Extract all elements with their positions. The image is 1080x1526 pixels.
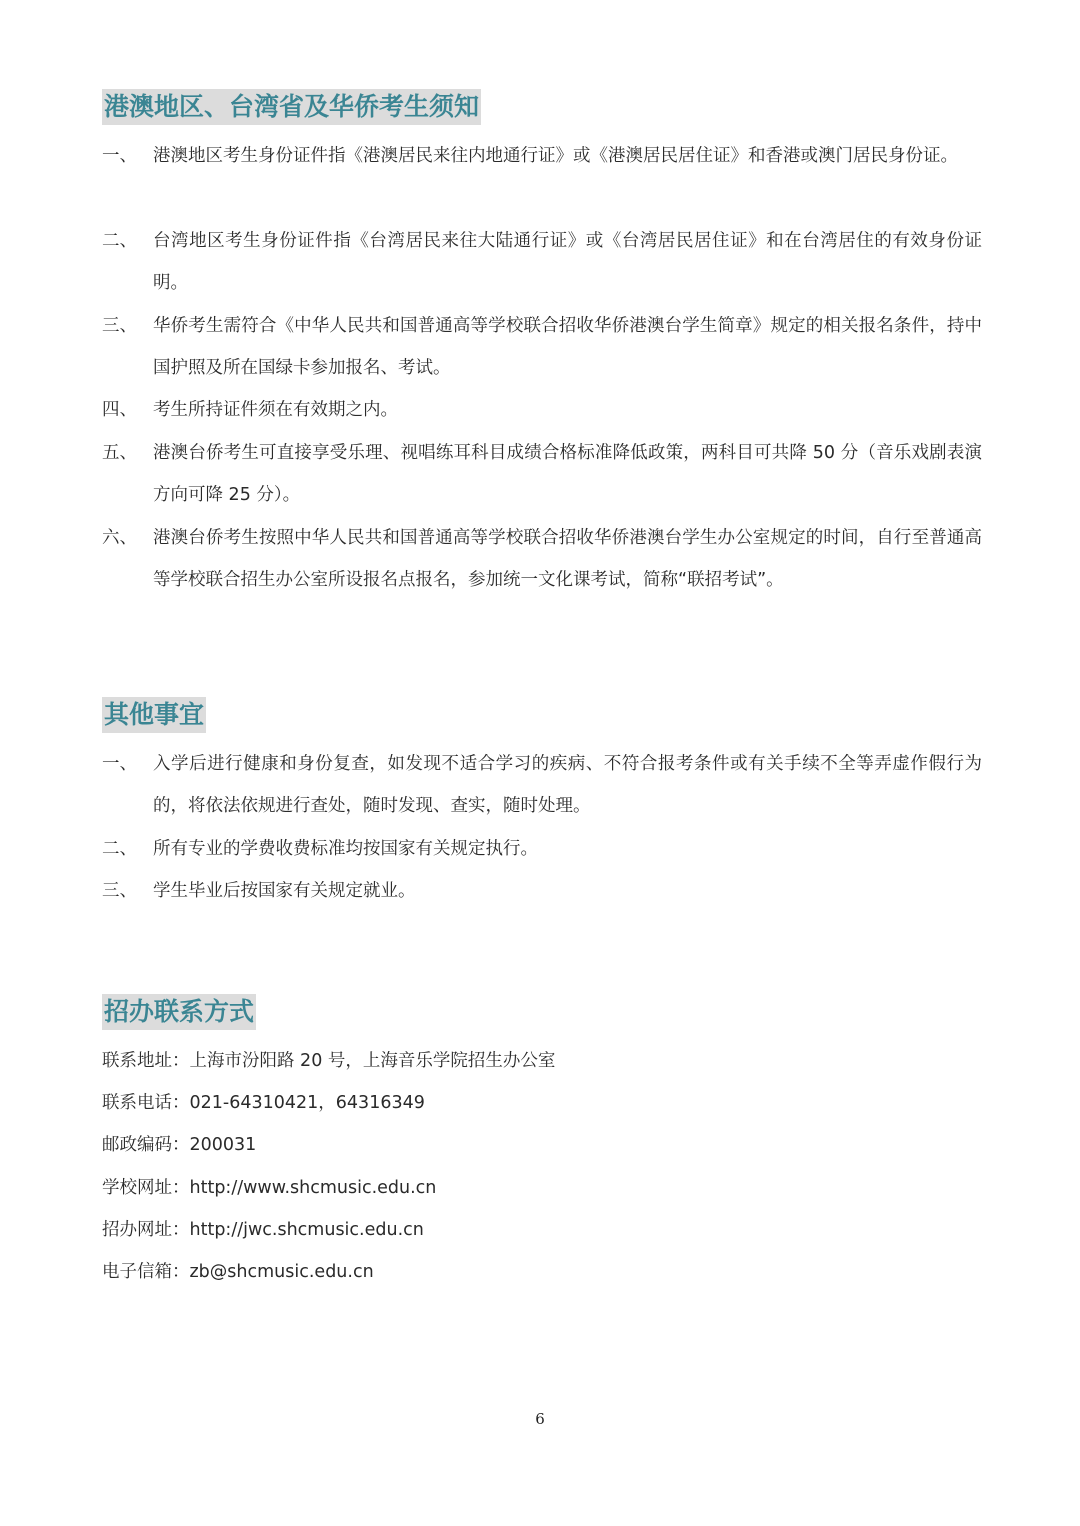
list-item <box>102 743 982 827</box>
list-item <box>102 305 982 389</box>
contact-label: 学校网址： <box>102 1178 190 1198</box>
item-text: 港澳地区考生身份证件指《港澳居民来往内地通行证》或《港澳居民居住证》和香港或澳门居民身份证。 <box>153 146 958 166</box>
contact-admissions-website <box>102 1209 424 1251</box>
item-number: 二、 <box>102 839 137 859</box>
item-number: 二、 <box>102 231 137 251</box>
list-item <box>102 432 982 516</box>
item-number: 六、 <box>102 528 137 548</box>
contact-label: 邮政编码： <box>102 1135 190 1155</box>
section-heading-contact: 招办联系方式 <box>102 994 256 1030</box>
contact-label: 招办网址： <box>102 1220 190 1240</box>
contact-address <box>102 1040 555 1082</box>
item-number: 五、 <box>102 443 137 463</box>
contact-value: 上海市汾阳路 20 号，上海音乐学院招生办公室 <box>189 1051 556 1071</box>
contact-value: 200031 <box>189 1135 257 1155</box>
contact-postcode <box>102 1124 256 1166</box>
contact-label: 联系地址： <box>102 1051 190 1071</box>
item-text: 港澳台侨考生可直接享受乐理、视唱练耳科目成绩合格标准降低政策，两科目可共降 50 分（音乐戏剧表演方向可降 25 分）。 <box>153 443 982 505</box>
contact-email <box>102 1251 374 1293</box>
contact-label: 联系电话： <box>102 1093 190 1113</box>
school-website-link[interactable]: http://www.shcmusic.edu.cn <box>189 1178 437 1198</box>
item-number: 一、 <box>102 754 137 774</box>
list-item <box>102 220 982 304</box>
contact-school-website <box>102 1167 436 1209</box>
item-text: 华侨考生需符合《中华人民共和国普通高等学校联合招收华侨港澳台学生简章》规定的相关报名条件，持中国护照及所在国绿卡参加报名、考试。 <box>153 316 982 378</box>
item-text: 入学后进行健康和身份复查，如发现不适合学习的疾病、不符合报考条件或有关手续不全等弄虚作假行为的，将依法依规进行查处，随时发现、查实，随时处理。 <box>153 754 982 816</box>
section-heading-hkmt: 港澳地区、台湾省及华侨考生须知 <box>102 89 481 125</box>
admissions-website-link[interactable]: http://jwc.shcmusic.edu.cn <box>189 1220 424 1240</box>
list-item <box>102 828 982 870</box>
page-number: 6 <box>535 1410 545 1428</box>
list-item <box>102 389 982 431</box>
list-item <box>102 870 982 912</box>
email-link[interactable]: zb@shcmusic.edu.cn <box>189 1262 374 1282</box>
contact-label: 电子信箱： <box>102 1262 190 1282</box>
item-text: 考生所持证件须在有效期之内。 <box>153 400 398 420</box>
contact-value: 021-64310421，64316349 <box>189 1093 425 1113</box>
item-number: 三、 <box>102 316 137 336</box>
item-number: 四、 <box>102 400 137 420</box>
item-text: 所有专业的学费收费标准均按国家有关规定执行。 <box>153 839 538 859</box>
item-text: 台湾地区考生身份证件指《台湾居民来往大陆通行证》或《台湾居民居住证》和在台湾居住的有效身份证明。 <box>153 231 982 293</box>
list-item <box>102 517 982 601</box>
section-heading-other: 其他事宜 <box>102 697 206 733</box>
item-number: 三、 <box>102 881 137 901</box>
item-number: 一、 <box>102 146 137 166</box>
list-item <box>102 135 982 177</box>
item-text: 学生毕业后按国家有关规定就业。 <box>153 881 416 901</box>
item-text: 港澳台侨考生按照中华人民共和国普通高等学校联合招收华侨港澳台学生办公室规定的时间，自行至普通高等学校联合招生办公室所设报名点报名，参加统一文化课考试，简称“联招考试”。 <box>153 528 982 590</box>
contact-phone <box>102 1082 425 1124</box>
